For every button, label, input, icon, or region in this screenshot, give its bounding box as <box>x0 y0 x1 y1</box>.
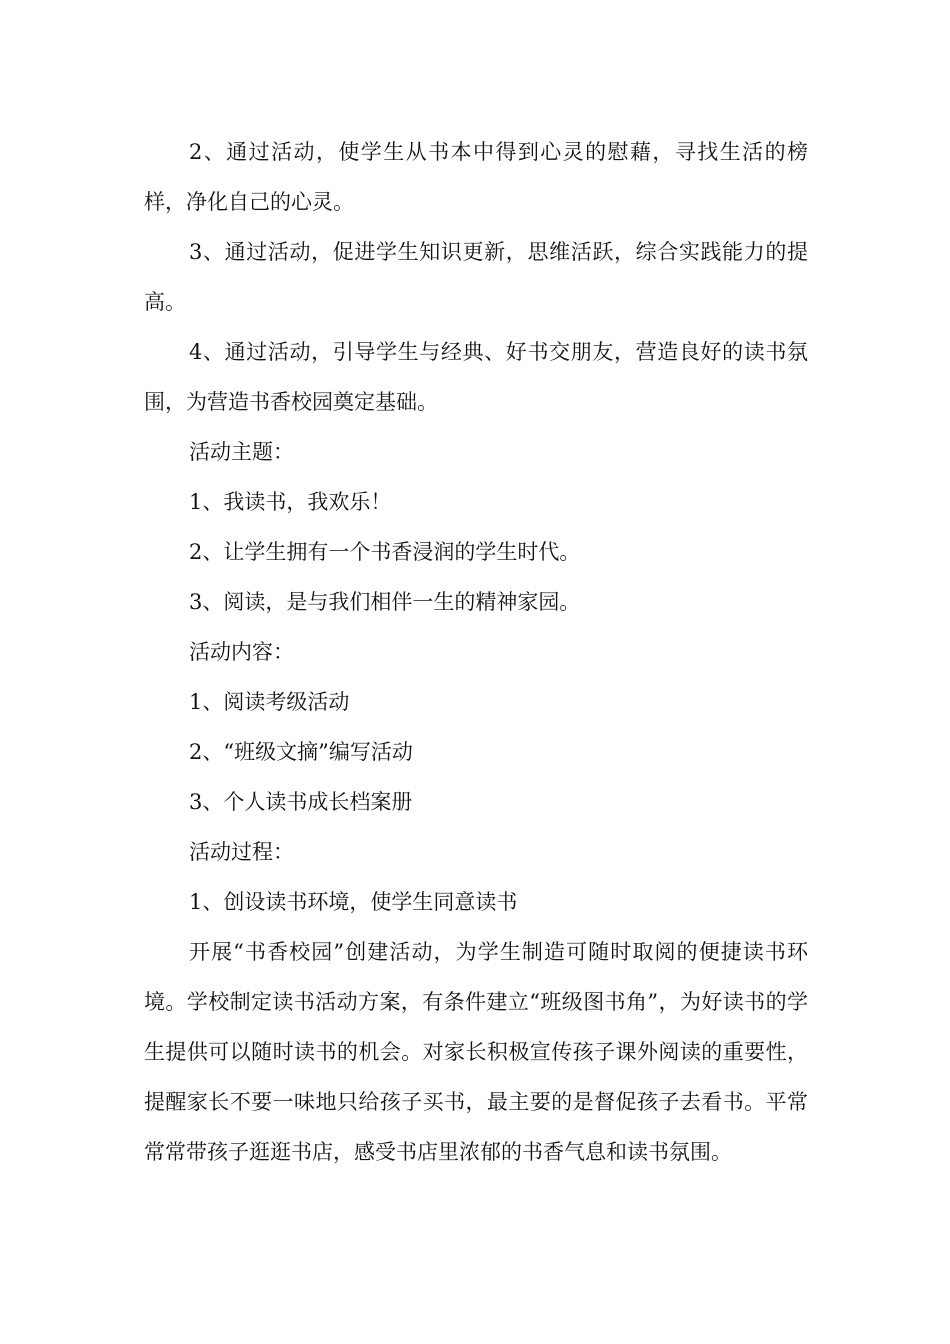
theme-item-1: 1、我读书，我欢乐！ <box>189 490 392 514</box>
section-heading-theme: 活动主题： <box>189 440 294 464</box>
content-item-3: 3、个人读书成长档案册 <box>189 790 413 814</box>
goal-paragraph-2: 2、通过活动，使学生从书本中得到心灵的慰藉，寻找生活的榜样，净化自己的心灵。 <box>144 140 808 214</box>
content-item-2: 2、“班级文摘”编写活动 <box>189 740 413 764</box>
content-item-1: 1、阅读考级活动 <box>189 690 350 714</box>
goal-paragraph-3: 3、通过活动，促进学生知识更新，思维活跃，综合实践能力的提高。 <box>144 240 808 314</box>
section-heading-process: 活动过程： <box>189 840 294 864</box>
section-heading-content: 活动内容： <box>189 640 294 664</box>
process-item-1: 1、创设读书环境，使学生同意读书 <box>189 890 518 914</box>
theme-item-2: 2、让学生拥有一个书香浸润的学生时代。 <box>189 540 581 564</box>
process-paragraph: 开展“书香校园”创建活动，为学生制造可随时取阅的便捷读书环境。学校制定读书活动方案，有条件建立“班级图书角”，为好读书的学生提供可以随时读书的机会。对家长积极宣传孩子课外阅读的重要性，提醒家长不要一味地只给孩子买书，最主要的是督促孩子去看书。平常常常带孩子逛逛书店，感受书店里浓郁的书香气息和读书氛围。 <box>144 940 808 1164</box>
theme-item-3: 3、阅读，是与我们相伴一生的精神家园。 <box>189 590 581 614</box>
document-body <box>144 127 808 1177</box>
goal-paragraph-4: 4、通过活动，引导学生与经典、好书交朋友，营造良好的读书氛围，为营造书香校园奠定基础。 <box>144 340 808 414</box>
